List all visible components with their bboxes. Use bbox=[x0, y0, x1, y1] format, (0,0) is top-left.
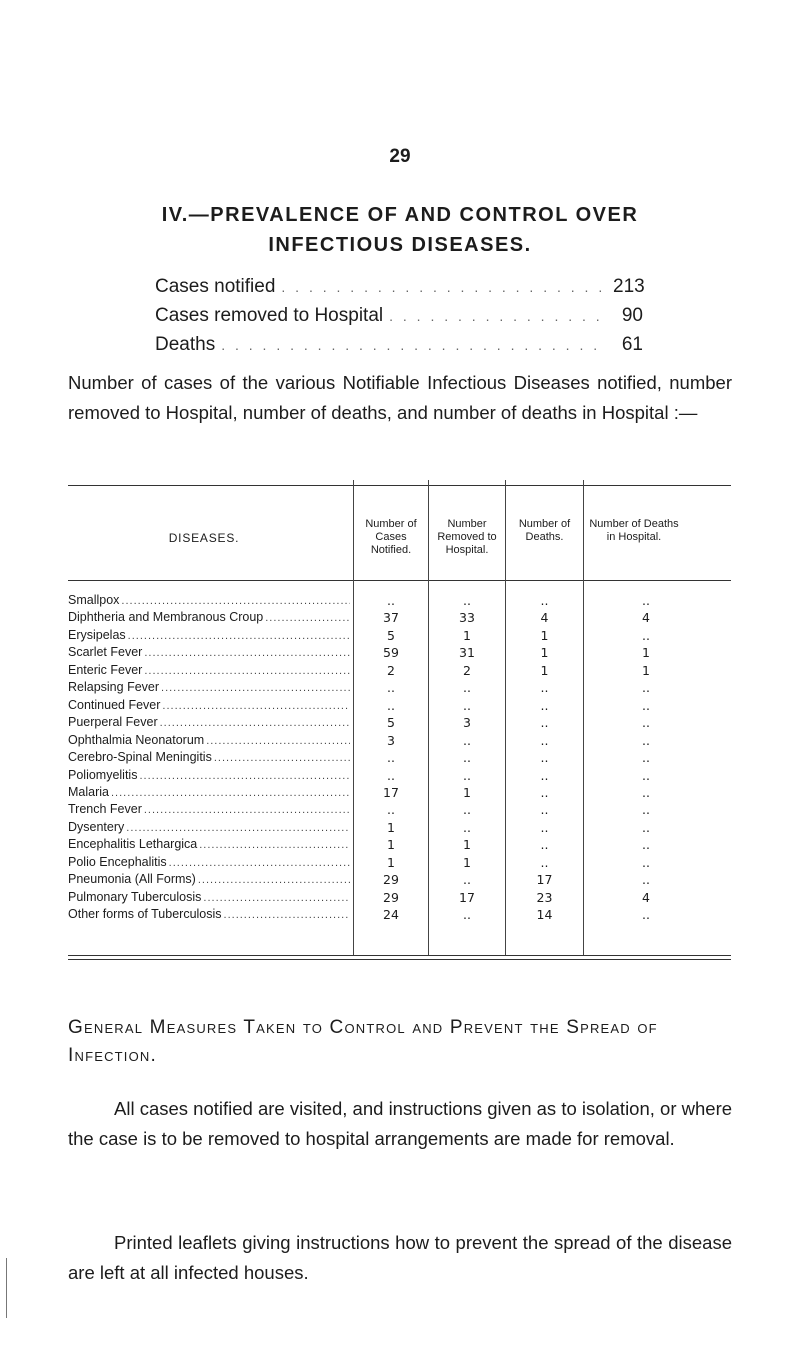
table-cell-deaths: 17 bbox=[536, 872, 553, 887]
table-cell-removed: .. bbox=[463, 593, 471, 608]
header-deaths: Number of Deaths. bbox=[518, 518, 571, 543]
table-row-disease bbox=[68, 698, 350, 714]
header-hospital-deaths: Number of Deaths in Hospital. bbox=[589, 518, 679, 543]
table-cell-notified: 1 bbox=[387, 837, 395, 852]
leader-dots bbox=[128, 630, 350, 642]
table-cell-hospital-deaths: 4 bbox=[642, 610, 650, 625]
table-cell-hospital-deaths: .. bbox=[642, 785, 650, 800]
measures-paragraph-2: Printed leaflets giving instructions how to prevent the spread of the disease are left at all infected houses. bbox=[68, 1232, 732, 1283]
table-row-disease bbox=[68, 610, 350, 626]
table-row-disease bbox=[68, 785, 350, 801]
table-cell-removed: .. bbox=[463, 802, 471, 817]
summary-value: 61 bbox=[621, 334, 643, 355]
disease-name: Erysipelas bbox=[68, 628, 126, 642]
disease-name: Polio Encephalitis bbox=[68, 855, 167, 869]
leader-dots bbox=[144, 665, 350, 677]
table-row-disease bbox=[68, 820, 350, 836]
disease-name: Encephalitis Lethargica bbox=[68, 837, 198, 851]
disease-name: Dysentery bbox=[68, 820, 125, 834]
intro-paragraph: Number of cases of the various Notifiable Infectious Diseases notified, number removed to Hospital, number of deaths, and number of deaths in Hospital :— bbox=[68, 372, 732, 423]
table-cell-hospital-deaths: .. bbox=[642, 802, 650, 817]
table-cell-deaths: .. bbox=[540, 837, 549, 852]
table-cell-notified: 1 bbox=[387, 820, 395, 835]
table-cell-removed: 31 bbox=[459, 645, 475, 660]
table-cell-removed: 1 bbox=[463, 837, 471, 852]
measures-title: General Measures Taken to Control and Prevent the Spread of Infection. bbox=[68, 1017, 658, 1066]
table-cell-notified: 29 bbox=[383, 890, 399, 905]
table-cell-deaths: 14 bbox=[536, 907, 553, 922]
table-cell-notified: .. bbox=[387, 593, 395, 608]
table-cell-deaths: .. bbox=[540, 715, 549, 730]
table-row-disease bbox=[68, 837, 350, 853]
table-cell-removed: .. bbox=[463, 680, 471, 695]
table-row-disease bbox=[68, 872, 350, 888]
table-cell-hospital-deaths: .. bbox=[642, 680, 650, 695]
table-row-disease bbox=[68, 680, 350, 696]
table-cell-removed: .. bbox=[463, 872, 471, 887]
table-cell-notified: .. bbox=[387, 698, 395, 713]
table-cell-hospital-deaths: .. bbox=[642, 768, 650, 783]
table-row-disease bbox=[68, 907, 350, 923]
disease-name: Poliomyelitis bbox=[68, 768, 138, 782]
leader-dots bbox=[203, 892, 350, 904]
table-top-rule bbox=[68, 485, 731, 486]
table-cell-notified: 5 bbox=[387, 628, 395, 643]
table-cell-hospital-deaths: .. bbox=[642, 872, 650, 887]
disease-name: Diphtheria and Membranous Croup bbox=[68, 610, 264, 624]
leader-dots bbox=[161, 682, 350, 694]
table-cell-notified: .. bbox=[387, 680, 395, 695]
table-row-disease bbox=[68, 645, 350, 661]
summary-value: 90 bbox=[621, 305, 643, 326]
header-notified: Number of Cases Notified. bbox=[365, 518, 417, 556]
table-cell-notified: 2 bbox=[387, 663, 395, 678]
disease-name: Puerperal Fever bbox=[68, 715, 158, 729]
leader-dots bbox=[126, 822, 350, 834]
table-cell-hospital-deaths: .. bbox=[642, 907, 650, 922]
table-cell-removed: 1 bbox=[463, 785, 471, 800]
disease-name: Scarlet Fever bbox=[68, 645, 143, 659]
measures-paragraph-1: All cases notified are visited, and instructions given as to isolation, or where the case is to be removed to hospital arrangements are made for removal. bbox=[68, 1098, 733, 1149]
summary-label: Cases notified bbox=[155, 276, 276, 297]
summary-label: Deaths bbox=[155, 334, 216, 355]
table-cell-hospital-deaths: 1 bbox=[642, 645, 650, 660]
table-bottom-rule bbox=[68, 955, 731, 956]
table-header-rule bbox=[68, 580, 731, 581]
table-cell-removed: 33 bbox=[459, 610, 475, 625]
table-cell-removed: .. bbox=[463, 907, 471, 922]
leader-dots bbox=[221, 337, 607, 353]
table-cell-deaths: .. bbox=[540, 802, 549, 817]
summary-row-removed bbox=[155, 305, 643, 333]
disease-name: Relapsing Fever bbox=[68, 680, 160, 694]
summary-row-deaths bbox=[155, 334, 643, 362]
table-cell-notified: 1 bbox=[387, 855, 395, 870]
disease-name: Other forms of Tuberculosis bbox=[68, 907, 222, 921]
table-cell-notified: 59 bbox=[383, 645, 399, 660]
table-cell-hospital-deaths: .. bbox=[642, 593, 650, 608]
leader-dots bbox=[224, 909, 350, 921]
leader-dots bbox=[162, 700, 350, 712]
leader-dots bbox=[111, 787, 350, 799]
table-cell-deaths: .. bbox=[540, 820, 549, 835]
table-cell-removed: 1 bbox=[463, 855, 471, 870]
table-row-disease bbox=[68, 855, 350, 871]
table-cell-hospital-deaths: .. bbox=[642, 715, 650, 730]
disease-name: Trench Fever bbox=[68, 802, 142, 816]
leader-dots bbox=[160, 717, 350, 729]
table-cell-notified: 17 bbox=[383, 785, 399, 800]
disease-name: Cerebro-Spinal Meningitis bbox=[68, 750, 212, 764]
table-cell-notified: .. bbox=[387, 802, 395, 817]
disease-name: Smallpox bbox=[68, 593, 120, 607]
table-cell-deaths: .. bbox=[540, 680, 549, 695]
table-cell-removed: .. bbox=[463, 698, 471, 713]
table-cell-deaths: .. bbox=[540, 750, 549, 765]
leader-dots bbox=[198, 874, 350, 886]
table-row-disease bbox=[68, 768, 350, 784]
table-cell-removed: 1 bbox=[463, 628, 471, 643]
table-row-disease bbox=[68, 628, 350, 644]
leader-dots bbox=[206, 735, 350, 747]
table-cell-notified: 29 bbox=[383, 872, 399, 887]
header-removed: Number Removed to Hospital. bbox=[437, 518, 497, 556]
page-number: 29 bbox=[389, 146, 411, 167]
leader-dots bbox=[144, 804, 350, 816]
column-divider bbox=[583, 480, 584, 955]
table-row-disease bbox=[68, 750, 350, 766]
disease-name: Malaria bbox=[68, 785, 109, 799]
header-diseases: DISEASES. bbox=[168, 531, 240, 545]
table-cell-notified: .. bbox=[387, 768, 395, 783]
table-cell-notified: 24 bbox=[383, 907, 399, 922]
table-cell-removed: .. bbox=[463, 750, 471, 765]
margin-mark bbox=[6, 1258, 7, 1318]
leader-dots bbox=[214, 752, 350, 764]
table-cell-deaths: .. bbox=[540, 698, 549, 713]
summary-row-notified bbox=[155, 276, 643, 304]
table-cell-notified: 3 bbox=[387, 733, 395, 748]
table-cell-deaths: .. bbox=[540, 855, 549, 870]
table-cell-notified: 5 bbox=[387, 715, 395, 730]
disease-name: Pulmonary Tuberculosis bbox=[68, 890, 202, 904]
table-cell-hospital-deaths: 1 bbox=[642, 663, 650, 678]
table-cell-deaths: 23 bbox=[536, 890, 553, 905]
table-cell-removed: 3 bbox=[463, 715, 471, 730]
leader-dots bbox=[199, 839, 350, 851]
table-cell-removed: 2 bbox=[463, 663, 471, 678]
leader-dots bbox=[389, 308, 607, 324]
table-cell-hospital-deaths: .. bbox=[642, 698, 650, 713]
table-cell-hospital-deaths: .. bbox=[642, 733, 650, 748]
table-cell-hospital-deaths: 4 bbox=[642, 890, 650, 905]
leader-dots bbox=[144, 647, 350, 659]
disease-name: Continued Fever bbox=[68, 698, 161, 712]
table-cell-notified: .. bbox=[387, 750, 395, 765]
table-cell-hospital-deaths: .. bbox=[642, 837, 650, 852]
table-row-disease bbox=[68, 663, 350, 679]
table-cell-deaths: .. bbox=[540, 733, 549, 748]
disease-name: Enteric Fever bbox=[68, 663, 143, 677]
leader-dots bbox=[121, 595, 350, 607]
table-cell-removed: .. bbox=[463, 733, 471, 748]
table-row-disease bbox=[68, 802, 350, 818]
table-cell-removed: 17 bbox=[459, 890, 475, 905]
leader-dots bbox=[139, 770, 350, 782]
table-cell-deaths: 1 bbox=[540, 628, 549, 643]
table-cell-removed: .. bbox=[463, 768, 471, 783]
table-cell-notified: 37 bbox=[383, 610, 399, 625]
disease-name: Ophthalmia Neonatorum bbox=[68, 733, 205, 747]
table-cell-removed: .. bbox=[463, 820, 471, 835]
summary-value: 213 bbox=[613, 276, 645, 297]
table-cell-hospital-deaths: .. bbox=[642, 820, 650, 835]
table-cell-deaths: 4 bbox=[540, 610, 549, 625]
table-cell-deaths: 1 bbox=[540, 663, 549, 678]
table-cell-hospital-deaths: .. bbox=[642, 750, 650, 765]
table-cell-deaths: .. bbox=[540, 768, 549, 783]
disease-name: Pneumonia (All Forms) bbox=[68, 872, 196, 886]
table-row-disease bbox=[68, 593, 350, 609]
table-row-disease bbox=[68, 733, 350, 749]
table-cell-hospital-deaths: .. bbox=[642, 855, 650, 870]
table-cell-deaths: .. bbox=[540, 593, 549, 608]
table-row-disease bbox=[68, 715, 350, 731]
leader-dots bbox=[265, 612, 350, 624]
table-row-disease bbox=[68, 890, 350, 906]
table-bottom-rule-double bbox=[68, 959, 731, 960]
table-cell-deaths: 1 bbox=[540, 645, 549, 660]
leader-dots bbox=[281, 279, 607, 295]
section-subheading: INFECTIOUS DISEASES. bbox=[268, 234, 532, 256]
table-cell-hospital-deaths: .. bbox=[642, 628, 650, 643]
table-cell-deaths: .. bbox=[540, 785, 549, 800]
section-heading: IV.—PREVALENCE OF AND CONTROL OVER bbox=[161, 204, 639, 226]
summary-label: Cases removed to Hospital bbox=[155, 305, 384, 326]
leader-dots bbox=[169, 857, 350, 869]
